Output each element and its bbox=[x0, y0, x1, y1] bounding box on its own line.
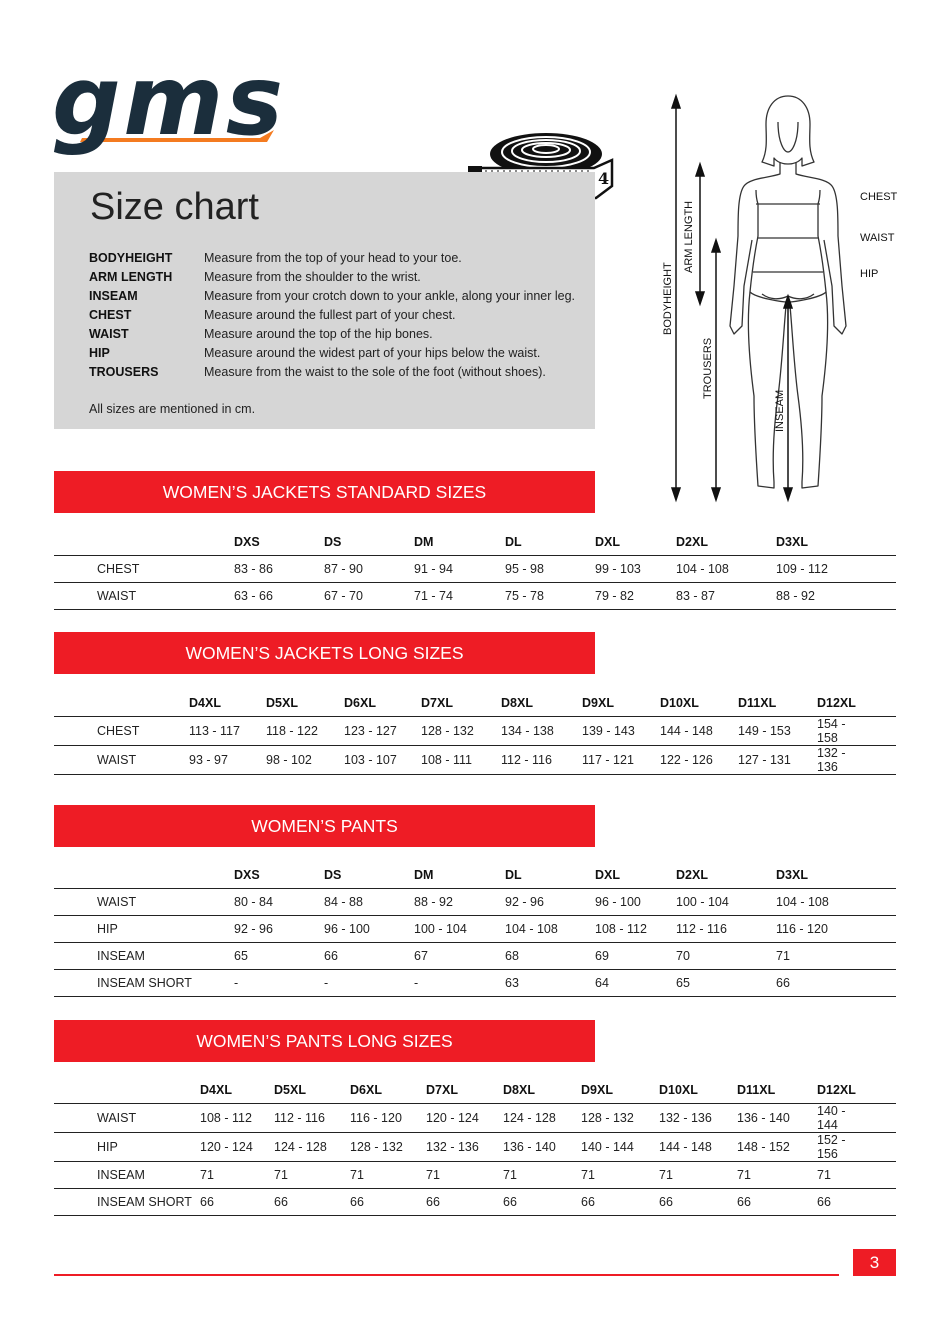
table-cell: 66 bbox=[817, 1189, 857, 1216]
body-measurement-figure bbox=[650, 86, 902, 504]
definition-row bbox=[89, 325, 575, 344]
table-row bbox=[54, 583, 896, 610]
table-cell: 124 - 128 bbox=[503, 1104, 581, 1133]
table-cell: 112 - 116 bbox=[501, 746, 582, 775]
definition-term: HIP bbox=[89, 346, 110, 360]
definition-row bbox=[89, 268, 575, 287]
table-cell: 71 bbox=[659, 1162, 737, 1189]
units-note: All sizes are mentioned in cm. bbox=[89, 402, 256, 416]
table-row bbox=[54, 717, 896, 746]
header-filler bbox=[857, 690, 897, 717]
table-cell: 149 - 153 bbox=[738, 717, 817, 746]
size-header: D4XL bbox=[189, 690, 266, 717]
table-row bbox=[54, 1162, 896, 1189]
table-cell: 80 - 84 bbox=[234, 889, 324, 916]
size-header: D12XL bbox=[817, 1077, 857, 1104]
table-jackets-standard bbox=[54, 529, 896, 610]
table-cell: 84 - 88 bbox=[324, 889, 414, 916]
table-cell: 66 bbox=[581, 1189, 659, 1216]
size-header: D7XL bbox=[426, 1077, 503, 1104]
table-cell: 99 - 103 bbox=[595, 556, 676, 583]
row-label: WAIST bbox=[54, 1104, 200, 1133]
table-cell: 116 - 120 bbox=[776, 916, 836, 943]
definition-term: CHEST bbox=[89, 308, 132, 322]
table-cell: 71 bbox=[817, 1162, 857, 1189]
size-header: DS bbox=[324, 862, 414, 889]
table-cell: 93 - 97 bbox=[189, 746, 266, 775]
table-cell: 65 bbox=[676, 970, 776, 997]
definition-term: BODYHEIGHT bbox=[89, 251, 173, 265]
table-cell: 104 - 108 bbox=[776, 889, 836, 916]
row-filler bbox=[836, 943, 896, 970]
table-row bbox=[54, 556, 896, 583]
table-cell: 96 - 100 bbox=[324, 916, 414, 943]
table-row bbox=[54, 1189, 896, 1216]
definition-desc: Measure around the top of the hip bones. bbox=[204, 327, 433, 341]
table-cell: 71 bbox=[350, 1162, 426, 1189]
table-cell: 70 bbox=[676, 943, 776, 970]
table-cell: 128 - 132 bbox=[581, 1104, 659, 1133]
table-cell: 132 - 136 bbox=[817, 746, 857, 775]
header-blank bbox=[54, 862, 234, 889]
definition-row bbox=[89, 306, 575, 325]
table-cell: 83 - 87 bbox=[676, 583, 776, 610]
label-bodyheight: BODYHEIGHT bbox=[662, 262, 674, 335]
table-cell: 134 - 138 bbox=[501, 717, 582, 746]
table-cell: 88 - 92 bbox=[414, 889, 505, 916]
table-cell: 96 - 100 bbox=[595, 889, 676, 916]
table-cell: 63 bbox=[505, 970, 595, 997]
table-cell: 128 - 132 bbox=[350, 1133, 426, 1162]
row-label: WAIST bbox=[54, 746, 189, 775]
table-cell: 112 - 116 bbox=[274, 1104, 350, 1133]
table-cell: 98 - 102 bbox=[266, 746, 344, 775]
size-header: D11XL bbox=[737, 1077, 817, 1104]
table-cell: 71 bbox=[776, 943, 836, 970]
table-cell: 67 - 70 bbox=[324, 583, 414, 610]
header-blank bbox=[54, 529, 234, 556]
table-cell: 136 - 140 bbox=[503, 1133, 581, 1162]
row-filler bbox=[836, 889, 896, 916]
definition-desc: Measure from the shoulder to the wrist. bbox=[204, 270, 421, 284]
table-cell: 108 - 112 bbox=[200, 1104, 274, 1133]
size-header: DXL bbox=[595, 529, 676, 556]
table-cell: 127 - 131 bbox=[738, 746, 817, 775]
table-cell: 66 bbox=[274, 1189, 350, 1216]
label-hip: HIP bbox=[860, 268, 879, 280]
table-cell: 118 - 122 bbox=[266, 717, 344, 746]
table-row bbox=[54, 889, 896, 916]
header-filler bbox=[836, 529, 896, 556]
tape-number-4: 4 bbox=[598, 169, 610, 188]
size-header: DXS bbox=[234, 862, 324, 889]
definition-row bbox=[89, 287, 575, 306]
definition-term: INSEAM bbox=[89, 289, 138, 303]
table-cell: - bbox=[234, 970, 324, 997]
table-cell: 132 - 136 bbox=[426, 1133, 503, 1162]
size-header: D7XL bbox=[421, 690, 501, 717]
table-cell: 128 - 132 bbox=[421, 717, 501, 746]
label-arm-length: ARM LENGTH bbox=[683, 200, 695, 273]
table-cell: 79 - 82 bbox=[595, 583, 676, 610]
size-header: D5XL bbox=[274, 1077, 350, 1104]
row-filler bbox=[857, 746, 897, 775]
table-cell: 123 - 127 bbox=[344, 717, 421, 746]
row-label: INSEAM bbox=[54, 1162, 200, 1189]
page-number: 3 bbox=[853, 1249, 896, 1276]
size-header: D10XL bbox=[659, 1077, 737, 1104]
table-cell: 104 - 108 bbox=[676, 556, 776, 583]
table-cell: 124 - 128 bbox=[274, 1133, 350, 1162]
definition-term: TROUSERS bbox=[89, 365, 159, 379]
banner-jackets-standard: WOMEN’S JACKETS STANDARD SIZES bbox=[54, 471, 595, 513]
header-row bbox=[54, 529, 896, 556]
table-cell: 66 bbox=[350, 1189, 426, 1216]
table-cell: 120 - 124 bbox=[426, 1104, 503, 1133]
definition-desc: Measure around the widest part of your hips below the waist. bbox=[204, 346, 541, 360]
definition-row bbox=[89, 249, 575, 268]
header-filler bbox=[836, 862, 896, 889]
table-cell: 144 - 148 bbox=[660, 717, 738, 746]
table-cell: 67 bbox=[414, 943, 505, 970]
table-cell: 117 - 121 bbox=[582, 746, 660, 775]
footer-line bbox=[54, 1274, 839, 1276]
size-header: D9XL bbox=[581, 1077, 659, 1104]
size-header: D2XL bbox=[676, 862, 776, 889]
table-cell: 140 - 144 bbox=[581, 1133, 659, 1162]
table-cell: 88 - 92 bbox=[776, 583, 836, 610]
definition-term: WAIST bbox=[89, 327, 129, 341]
table-cell: 136 - 140 bbox=[737, 1104, 817, 1133]
size-header: D4XL bbox=[200, 1077, 274, 1104]
table-cell: 66 bbox=[426, 1189, 503, 1216]
row-label: WAIST bbox=[54, 889, 234, 916]
table-cell: 100 - 104 bbox=[414, 916, 505, 943]
table-cell: 66 bbox=[776, 970, 836, 997]
size-header: D10XL bbox=[660, 690, 738, 717]
table-cell: 116 - 120 bbox=[350, 1104, 426, 1133]
size-header: D2XL bbox=[676, 529, 776, 556]
table-cell: 91 - 94 bbox=[414, 556, 505, 583]
table-cell: - bbox=[324, 970, 414, 997]
table-pants bbox=[54, 862, 896, 997]
table-cell: 95 - 98 bbox=[505, 556, 595, 583]
table-cell: 132 - 136 bbox=[659, 1104, 737, 1133]
table-cell: 148 - 152 bbox=[737, 1133, 817, 1162]
logo-text: gms bbox=[52, 62, 277, 157]
size-header: D6XL bbox=[350, 1077, 426, 1104]
table-cell: 104 - 108 bbox=[505, 916, 595, 943]
definition-desc: Measure from the top of your head to your toe. bbox=[204, 251, 462, 265]
row-filler bbox=[857, 717, 897, 746]
size-header: D6XL bbox=[344, 690, 421, 717]
banner-pants: WOMEN’S PANTS bbox=[54, 805, 595, 847]
table-cell: 112 - 116 bbox=[676, 916, 776, 943]
table-cell: 108 - 111 bbox=[421, 746, 501, 775]
table-cell: 140 - 144 bbox=[817, 1104, 857, 1133]
table-cell: 83 - 86 bbox=[234, 556, 324, 583]
table-row bbox=[54, 970, 896, 997]
size-header: DXL bbox=[595, 862, 676, 889]
table-cell: 66 bbox=[737, 1189, 817, 1216]
size-header: D3XL bbox=[776, 862, 836, 889]
table-cell: 144 - 148 bbox=[659, 1133, 737, 1162]
row-filler bbox=[857, 1189, 897, 1216]
size-header: D9XL bbox=[582, 690, 660, 717]
row-label: CHEST bbox=[54, 717, 189, 746]
table-cell: - bbox=[414, 970, 505, 997]
size-chart-info-box bbox=[54, 172, 595, 429]
table-cell: 100 - 104 bbox=[676, 889, 776, 916]
table-row bbox=[54, 1133, 896, 1162]
label-trousers: TROUSERS bbox=[702, 337, 714, 399]
size-header: DXS bbox=[234, 529, 324, 556]
size-header: DM bbox=[414, 862, 505, 889]
size-header: D3XL bbox=[776, 529, 836, 556]
row-filler bbox=[857, 1162, 897, 1189]
size-header: D5XL bbox=[266, 690, 344, 717]
table-cell: 66 bbox=[659, 1189, 737, 1216]
table-row bbox=[54, 1104, 896, 1133]
row-filler bbox=[857, 1133, 897, 1162]
table-cell: 103 - 107 bbox=[344, 746, 421, 775]
row-filler bbox=[836, 970, 896, 997]
size-header: D11XL bbox=[738, 690, 817, 717]
size-header: DM bbox=[414, 529, 505, 556]
table-cell: 66 bbox=[503, 1189, 581, 1216]
page-title: Size chart bbox=[90, 186, 259, 228]
table-cell: 71 bbox=[503, 1162, 581, 1189]
definition-term: ARM LENGTH bbox=[89, 270, 173, 284]
table-row bbox=[54, 943, 896, 970]
row-label: INSEAM bbox=[54, 943, 234, 970]
table-pants-long bbox=[54, 1077, 896, 1216]
row-filler bbox=[836, 583, 896, 610]
table-cell: 63 - 66 bbox=[234, 583, 324, 610]
header-row bbox=[54, 1077, 896, 1104]
row-label: CHEST bbox=[54, 556, 234, 583]
header-row bbox=[54, 862, 896, 889]
table-row bbox=[54, 916, 896, 943]
row-label: WAIST bbox=[54, 583, 234, 610]
header-blank bbox=[54, 1077, 200, 1104]
label-waist: WAIST bbox=[860, 232, 895, 244]
banner-jackets-long: WOMEN’S JACKETS LONG SIZES bbox=[54, 632, 595, 674]
table-cell: 71 bbox=[581, 1162, 659, 1189]
table-cell: 65 bbox=[234, 943, 324, 970]
table-cell: 139 - 143 bbox=[582, 717, 660, 746]
row-label: HIP bbox=[54, 916, 234, 943]
table-cell: 71 bbox=[200, 1162, 274, 1189]
table-cell: 66 bbox=[324, 943, 414, 970]
label-chest: CHEST bbox=[860, 191, 898, 203]
table-cell: 66 bbox=[200, 1189, 274, 1216]
table-cell: 71 - 74 bbox=[414, 583, 505, 610]
gms-logo bbox=[52, 62, 282, 167]
table-cell: 68 bbox=[505, 943, 595, 970]
table-cell: 71 bbox=[737, 1162, 817, 1189]
label-inseam: INSEAM bbox=[774, 389, 786, 432]
definition-row bbox=[89, 344, 575, 363]
header-blank bbox=[54, 690, 189, 717]
row-filler bbox=[836, 556, 896, 583]
table-cell: 154 - 158 bbox=[817, 717, 857, 746]
table-cell: 92 - 96 bbox=[234, 916, 324, 943]
row-filler bbox=[857, 1104, 897, 1133]
definitions-list bbox=[89, 249, 575, 382]
header-row bbox=[54, 690, 896, 717]
table-row bbox=[54, 746, 896, 775]
size-header: DS bbox=[324, 529, 414, 556]
table-cell: 69 bbox=[595, 943, 676, 970]
table-cell: 75 - 78 bbox=[505, 583, 595, 610]
banner-pants-long: WOMEN’S PANTS LONG SIZES bbox=[54, 1020, 595, 1062]
row-filler bbox=[836, 916, 896, 943]
table-cell: 152 - 156 bbox=[817, 1133, 857, 1162]
size-header: D8XL bbox=[501, 690, 582, 717]
row-label: INSEAM SHORT bbox=[54, 1189, 200, 1216]
size-header: DL bbox=[505, 862, 595, 889]
table-cell: 71 bbox=[274, 1162, 350, 1189]
table-jackets-long bbox=[54, 690, 896, 775]
table-cell: 64 bbox=[595, 970, 676, 997]
size-header: DL bbox=[505, 529, 595, 556]
table-cell: 92 - 96 bbox=[505, 889, 595, 916]
row-label: INSEAM SHORT bbox=[54, 970, 234, 997]
size-header: D12XL bbox=[817, 690, 857, 717]
table-cell: 120 - 124 bbox=[200, 1133, 274, 1162]
definition-desc: Measure from your crotch down to your ankle, along your inner leg. bbox=[204, 289, 576, 303]
size-header: D8XL bbox=[503, 1077, 581, 1104]
table-cell: 87 - 90 bbox=[324, 556, 414, 583]
table-cell: 113 - 117 bbox=[189, 717, 266, 746]
definition-row bbox=[89, 363, 575, 382]
row-label: HIP bbox=[54, 1133, 200, 1162]
header-filler bbox=[857, 1077, 897, 1104]
table-cell: 122 - 126 bbox=[660, 746, 738, 775]
definition-desc: Measure around the fullest part of your chest. bbox=[204, 308, 456, 322]
table-cell: 108 - 112 bbox=[595, 916, 676, 943]
table-cell: 109 - 112 bbox=[776, 556, 836, 583]
definition-desc: Measure from the waist to the sole of the foot (without shoes). bbox=[204, 365, 546, 379]
table-cell: 71 bbox=[426, 1162, 503, 1189]
